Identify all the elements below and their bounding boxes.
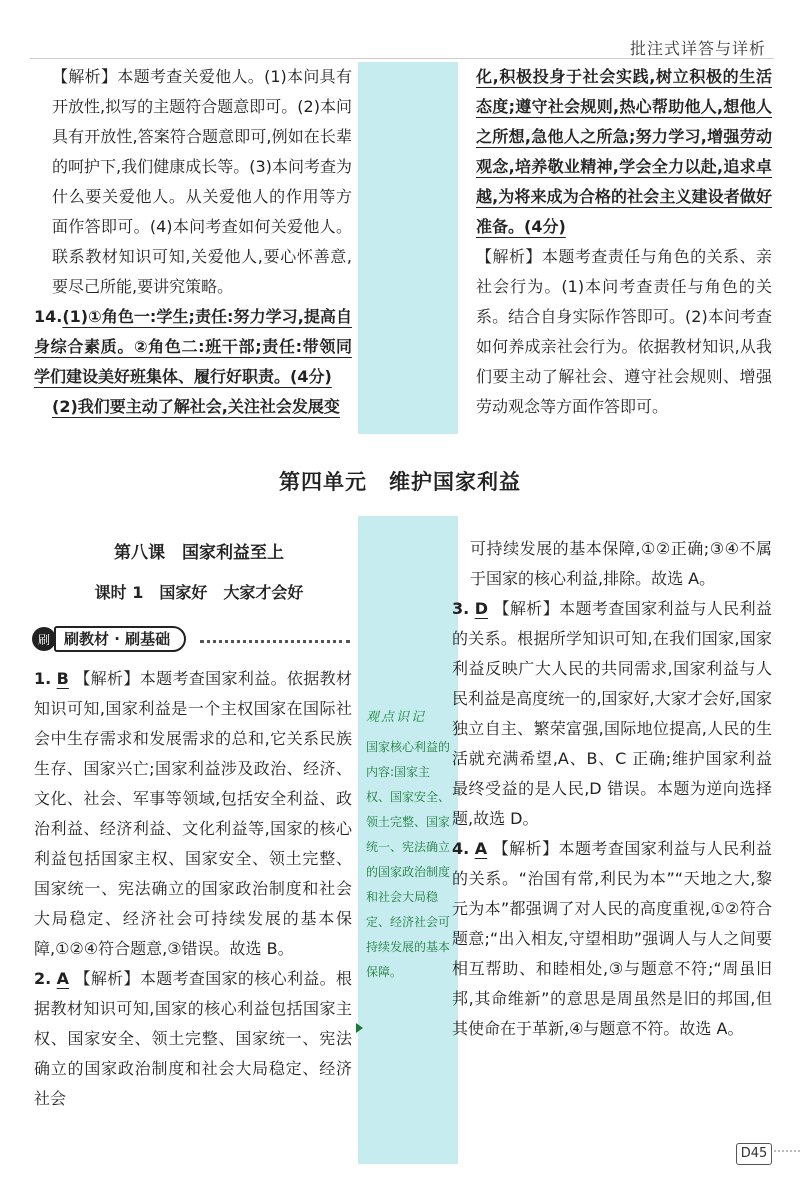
q1-answer (34, 664, 352, 964)
lesson-subtitle: 课时 1 国家好 大家才会好 (94, 583, 304, 602)
upper-right-column (476, 62, 772, 422)
q14-answer (34, 302, 352, 392)
unit-title: 第四单元 维护国家利益 (279, 470, 521, 494)
q3-letter: D (474, 599, 488, 618)
brush-icon: 刷 (32, 627, 56, 651)
q14-answer-part2-cont (476, 62, 772, 242)
q3-answer (452, 594, 772, 834)
lower-right-column (452, 534, 772, 1044)
badge-dotted-line (200, 640, 350, 643)
q1-text: 【解析】本题考查国家利益。依据教材知识可知,国家利益是一个主权国家在国际社会中生存需求和发展需求的总和,它关系民族生存、国家兴亡;国家利益涉及政治、经济、文化、社会、军事等领域,包括安全利益、政治利益、经济利益、文化利益等,国家的核心利益包括国家主权、国家安全、领土完整、国家统一、宪法确立的国家政治制度和社会大局稳定、经济社会可持续发展的基本保障,①②④符合题意,③错误。故选 B。 (34, 669, 352, 958)
q14-answer-part2-cont-text: 化,积极投身于社会实践,树立积极的生活态度;遵守社会规则,热心帮助他人,想他人之所想,急他人之所急;努力学习,增强劳动观念,培养敬业精神,学会全力以赴,追求卓越,为将来成为合格的社会主义建设者做好准备。(4分) (476, 67, 772, 236)
q4-answer (452, 834, 772, 1044)
q2-answer (34, 964, 352, 1114)
section-badge-label: 刷教材 · 刷基础 (54, 626, 186, 652)
q2-text: 【解析】本题考查国家的核心利益。根据教材知识可知,国家的核心利益包括国家主权、国家安全、领土完整、国家统一、宪法确立的国家政治制度和社会大局稳定、经济社会 (34, 969, 352, 1108)
q14-analysis: 【解析】本题考查责任与角色的关系、亲社会行为。(1)本问考查责任与角色的关系。结合自身实际作答即可。(2)本问考查如何养成亲社会行为。依据教材知识,从我们要主动了解社会、遵守社会规则、增强劳动观念等方面作答即可。 (476, 247, 772, 416)
q14-number: 14. (34, 307, 63, 326)
q1-letter: B (56, 669, 69, 688)
q4-number: 4. (452, 839, 470, 858)
lower-left-column (34, 664, 352, 1114)
side-note-arrow-icon (356, 1023, 363, 1033)
upper-margin-strip (358, 62, 458, 434)
q3-text: 【解析】本题考查国家利益与人民利益的关系。根据所学知识可知,在我们国家,国家利益反映广大人民的共同需求,国家利益与人民利益是高度统一的,国家好,大家才会好,国家独立自主、繁荣富强,国际地位提高,人民的生活就充满希望,A、B、C 正确;维护国家利益最终受益的是人民,D 错误。本题为逆向选择题,故选 D。 (452, 599, 772, 828)
q13-analysis: 【解析】本题考查关爱他人。(1)本问具有开放性,拟写的主题符合题意即可。(2)本问具有开放性,答案符合题意即可,例如在长辈的呵护下,我们健康成长等。(3)本问考查为什么要关爱他人。从关爱他人的作用等方面作答即可。(4)本问考查如何关爱他人。联系教材知识可知,关爱他人,要心怀善意,要尽己所能,要讲究策略。 (52, 67, 352, 296)
q2-number: 2. (34, 969, 52, 988)
upper-left-column (34, 62, 352, 422)
side-note-title: 观点识记 (366, 710, 427, 725)
q14-answer-part2-text: (2)我们要主动了解社会,关注社会发展变 (52, 397, 340, 416)
q2-answer-cont: 可持续发展的基本保障,①②正确;③④不属于国家的核心利益,排除。故选 A。 (470, 539, 772, 588)
q2-letter: A (56, 969, 70, 988)
q14-answer-part1: (1)①角色一:学生;责任:努力学习,提高自身综合素质。②角色二:班干部;责任:带领同学们建设美好班集体、履行好职责。(4分) (34, 307, 352, 386)
q4-text: 【解析】本题考查国家利益与人民利益的关系。“治国有常,利民为本”“天地之大,黎元为本”都强调了对人民的高度重视,①②符合题意;“出入相友,守望相助”强调人与人之间要相互帮助、和睦相处,③与题意不符;“周虽旧邦,其命维新”的意思是周虽然是旧的邦国,但其使命在于革新,④与题意不符。故选 A。 (452, 839, 772, 1038)
q14-answer-part2-start (52, 392, 352, 422)
corner-dotted-line (774, 1150, 800, 1152)
header-title: 批注式详答与详析 (629, 39, 766, 58)
q3-number: 3. (452, 599, 470, 618)
section-badge (32, 626, 186, 652)
q4-letter: A (474, 839, 488, 858)
header-divider (30, 58, 774, 59)
lesson-title: 第八课 国家利益至上 (114, 543, 284, 563)
side-note-body: 国家核心利益的内容:国家主权、国家安全、领土完整、国家统一、宪法确立的国家政治制度和社会大局稳定、经济社会可持续发展的基本保障。 (366, 740, 451, 979)
page-number: D45 (736, 1143, 772, 1165)
q1-number: 1. (34, 669, 52, 688)
